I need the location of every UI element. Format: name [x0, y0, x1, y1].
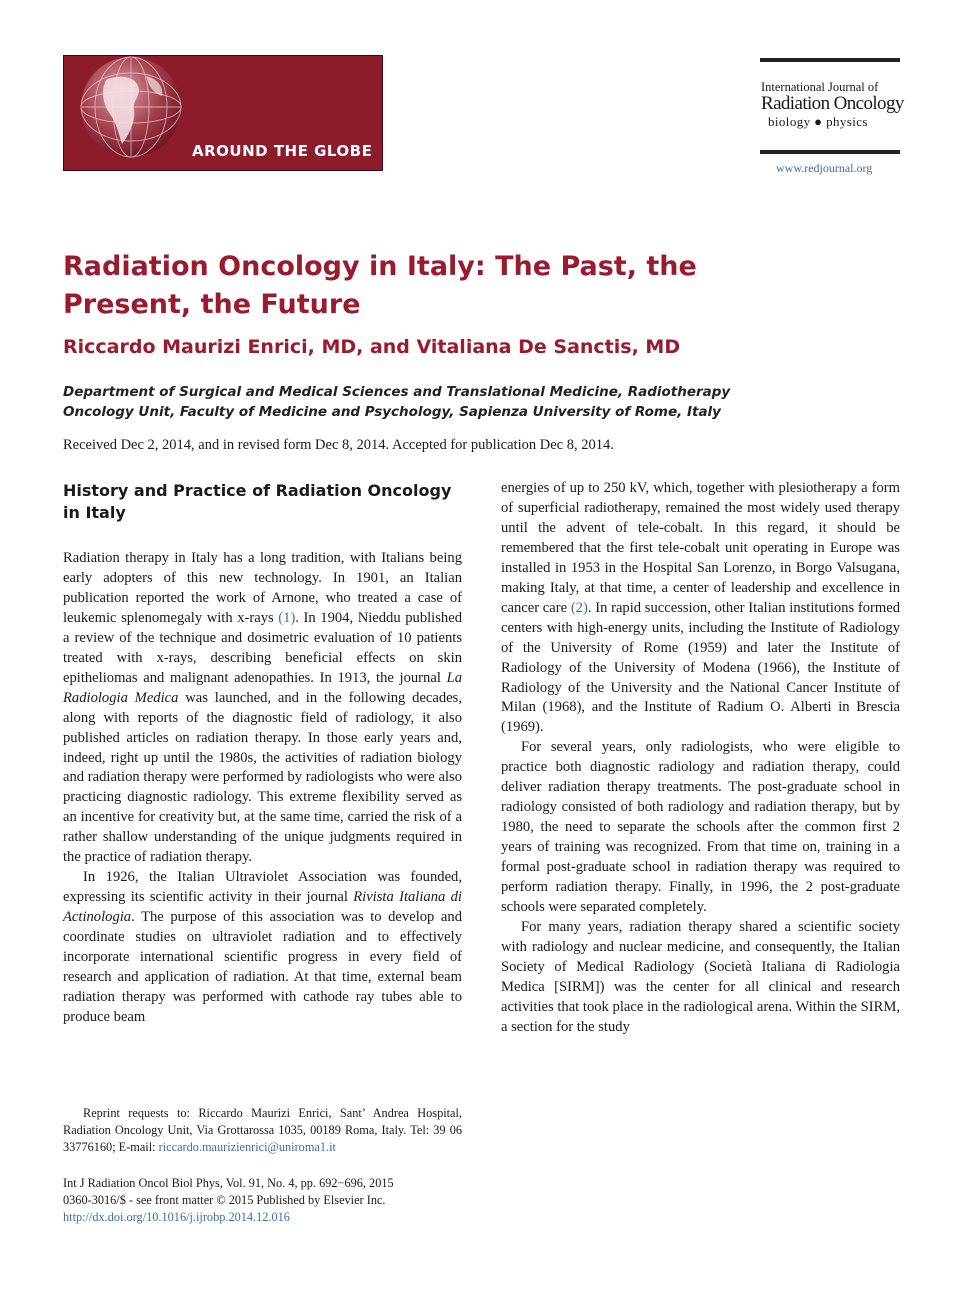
around-the-globe-banner — [63, 55, 383, 171]
journal-name: Rivista Italiana di Actinologia — [63, 889, 462, 926]
article-title: Radiation Oncology in Italy: The Past, the Present, the Future — [63, 251, 697, 320]
footnote-text: Reprint requests to: Riccardo Maurizi Enrici, Sant’ Andrea Hospital, Radiation Oncology Unit, Via Grottarossa 1035, 00189 Roma, Italy. Tel: 39 06 33776160; E-mail: — [63, 1106, 462, 1154]
journal-url-link[interactable]: www.redjournal.org — [776, 161, 873, 175]
paragraph: For many years, radiation therapy shared a scientific society with radiology and nuclear medicine, and consequently, the Italian Society of Medical Radiology (Società Italiana di Radiologia Medica [SIRM]) was the center for all clinical and research activities that took place in the radiological arena. Within the SIRM, a section for the study — [501, 918, 900, 1035]
text-run: was launched, and in the following decades, along with reports of the diagnostic field of radiology, it also published articles on radiation therapy. In those early years and, indeed, right up until the 1980s, the activities of radiation biology and radiation therapy were performed by radiologists who were also practicing diagnostic radiology. This extreme flexibility served as an incentive for creativity but, at the same time, carried the risk of a rather shallow understanding of the unique judgments required in the practice of radiation therapy. — [63, 689, 462, 866]
right-column — [501, 479, 900, 1038]
reference-link-2[interactable]: (2) — [570, 599, 588, 616]
paragraph — [63, 549, 462, 868]
journal-name: La Radiologia Medica — [63, 669, 462, 706]
text-run: In 1926, the Italian Ultraviolet Association was founded, expressing its scientific activity in their journal — [63, 869, 462, 906]
reprint-footnote — [63, 1105, 462, 1156]
banner-label: AROUND THE GLOBE — [192, 142, 373, 160]
section-heading: History and Practice of Radiation Oncology in Italy — [63, 481, 452, 522]
citation-block — [63, 1175, 483, 1226]
reference-link-1[interactable]: (1) — [278, 609, 296, 626]
article-authors: Riccardo Maurizi Enrici, MD, and Vitaliana De Sanctis, MD — [63, 336, 681, 358]
journal-line2: Radiation Oncology — [761, 93, 904, 114]
text-run: . The purpose of this association was to develop and coordinate studies on ultraviolet radiation and to effectively incorporate international scientific progress in every field of research and application of radiation. At that time, external beam radiation therapy was performed with cathode ray tubes able to produce beam — [63, 909, 462, 1025]
left-column — [63, 549, 462, 1028]
paragraph: For several years, only radiologists, who were eligible to practice both diagnostic radiology and radiation therapy, could deliver radiation therapy treatments. The post-graduate school in radiology consisted of both radiology and radiation therapy, but by 1980, the need to separate the schools after the common first 2 years of training was recognized. From that time on, training in a formal post-graduate school in radiation therapy was required to perform radiation therapy. Finally, in 1996, the 2 post-graduate schools were separated completely. — [501, 739, 900, 916]
logo-rule-top — [760, 58, 900, 62]
globe-icon — [76, 55, 186, 162]
received-dates: Received Dec 2, 2014, and in revised form Dec 8, 2014. Accepted for publication Dec 8, 2014. — [63, 437, 614, 453]
doi-link[interactable]: http://dx.doi.org/10.1016/j.ijrobp.2014.12.016 — [63, 1210, 290, 1224]
logo-rule-bottom — [760, 150, 900, 154]
text-run: . In 1904, Nieddu published a review of the technique and dosimetric evaluation of 10 patients treated with x-rays, describing beneficial effects on skin epitheliomas and malignant adenopathies. In 1913, the journal — [63, 609, 462, 686]
journal-line3: biology ● physics — [768, 114, 868, 129]
journal-line1: International Journal of — [761, 80, 879, 94]
email-link[interactable]: riccardo.maurizienrici@uniroma1.it — [158, 1140, 336, 1154]
citation-line1: Int J Radiation Oncol Biol Phys, Vol. 91, No. 4, pp. 692−696, 2015 — [63, 1176, 394, 1190]
citation-line2: 0360-3016/$ - see front matter © 2015 Published by Elsevier Inc. — [63, 1193, 386, 1207]
article-affiliation: Department of Surgical and Medical Sciences and Translational Medicine, Radiotherapy Oncology Unit, Faculty of Medicine and Psychology, Sapienza University of Rome, Italy — [63, 384, 731, 420]
paragraph — [63, 868, 462, 1028]
text-run: . In rapid succession, other Italian institutions formed centers with high-energy units, including the Institute of Radiology of the University of Rome (1959) and later the Institute of Radiology of the University of Modena (1966), the Institute of Radiology of the University and the National Cancer Institute of Milan (1968), and the Institute of Radium O. Alberti in Brescia (1969). — [501, 599, 901, 736]
text-run: energies of up to 250 kV, which, together with plesiotherapy a form of superficial radiotherapy, remained the most widely used therapy until the advent of tele-cobalt. In this regard, it should be remembered that the first tele-cobalt unit operating in Europe was installed in 1953 in the Hospital San Lorenzo, in Borgo Valsugana, making Italy, at that time, a center of leadership and excellence in cancer care — [501, 480, 900, 616]
text-run: Radiation therapy in Italy has a long tradition, with Italians being early adopters of this new technology. In 1901, an Italian publication reported the work of Arnone, who treated a case of leukemic splenomegaly with x-rays — [63, 550, 462, 626]
paragraph — [501, 479, 900, 738]
